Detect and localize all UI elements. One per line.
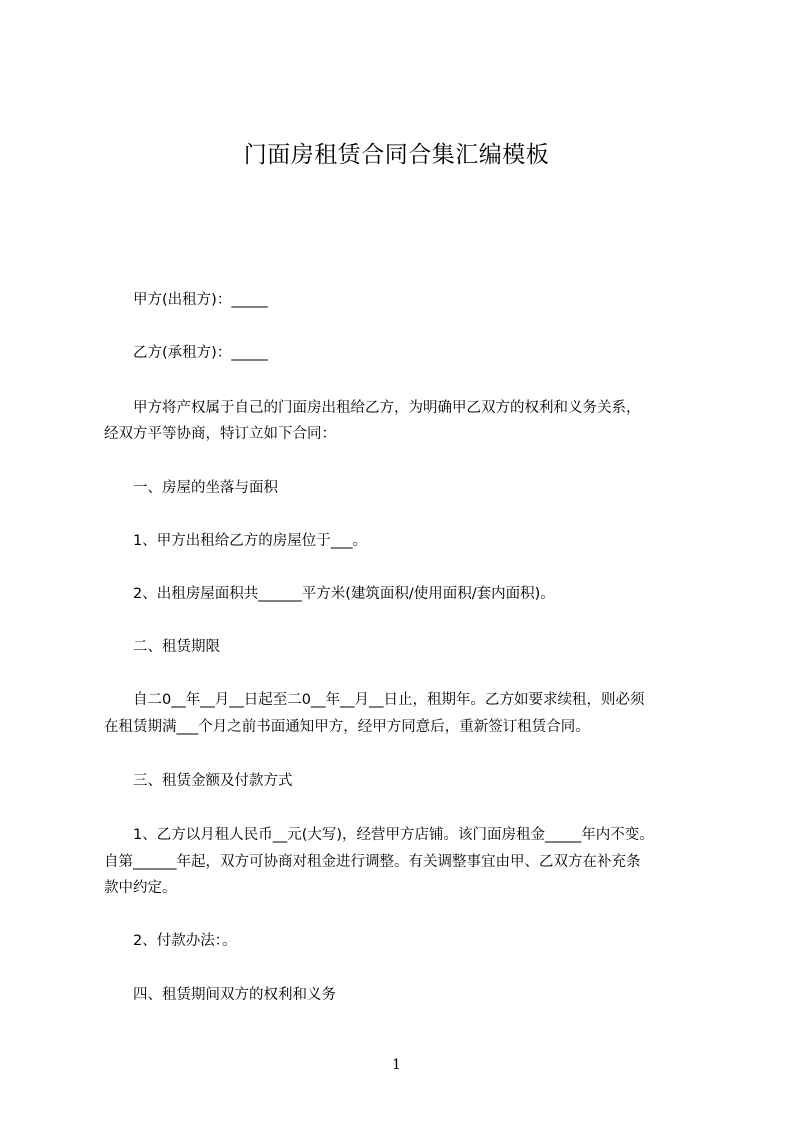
section-3-heading: 三、租赁金额及付款方式	[104, 773, 293, 789]
clause-3-1-line-3: 款中约定。	[104, 880, 177, 896]
preamble-line-2: 经双方平等协商，特订立如下合同：	[104, 426, 336, 442]
section-1-heading: 一、房屋的坐落与面积	[104, 480, 278, 496]
clause-1-1: 1、甲方出租给乙方的房屋位于___。	[104, 533, 367, 549]
clause-3-1-line-2: 自第______年起，双方可协商对租金进行调整。有关调整事宜由甲、乙双方在补充条	[104, 854, 641, 870]
party-a-line: 甲方(出租方)：_____	[104, 292, 268, 308]
section-2-heading: 二、租赁期限	[104, 639, 220, 655]
section-4-heading: 四、租赁期间双方的权利和义务	[104, 987, 336, 1003]
lease-term-line-1: 自二0__年__月__日起至二0__年__月__日止，租期年。乙方如要求续租，则必须	[104, 692, 645, 708]
party-b-line: 乙方(承租方)：_____	[104, 345, 268, 361]
page-number: 1	[392, 1057, 401, 1073]
preamble-line-1: 甲方将产权属于自己的门面房出租给乙方，为明确甲乙双方的权利和义务关系，	[104, 400, 641, 416]
clause-3-1-line-1: 1、乙方以月租人民币__元(大写)，经营甲方店铺。该门面房租金_____年内不变。	[104, 827, 654, 843]
lease-term-line-2: 在租赁期满___个月之前书面通知甲方，经甲方同意后，重新签订租赁合同。	[104, 719, 590, 735]
document-title: 门面房租赁合同合集汇编模板	[243, 142, 550, 168]
clause-1-2: 2、出租房屋面积共______平方米(建筑面积/使用面积/套内面积)。	[104, 586, 555, 602]
clause-3-2: 2、付款办法：。	[104, 933, 237, 949]
